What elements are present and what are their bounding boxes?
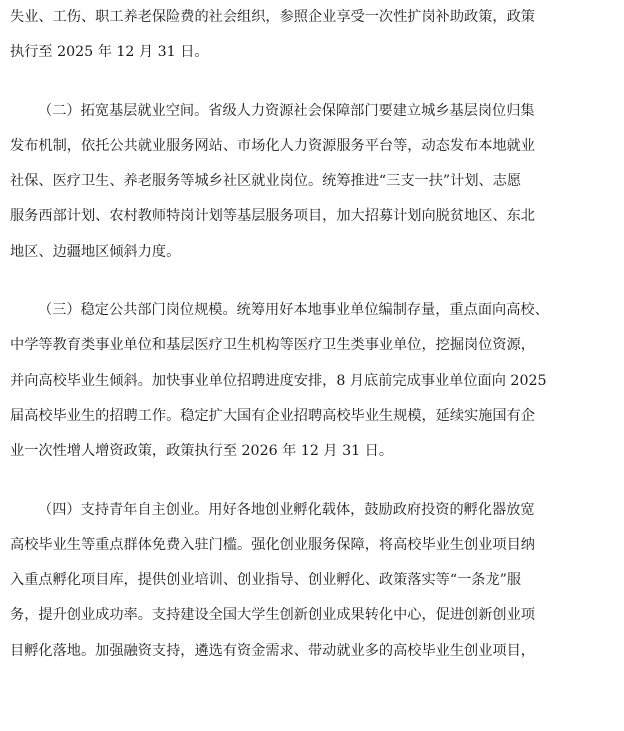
- text-line: 高校毕业生等重点群体免费入驻门槛。强化创业服务保障，将高校毕业生创业项目纳: [10, 536, 535, 553]
- text-line: 社保、医疗卫生、养老服务等城乡社区就业岗位。统筹推进“三支一扶”计划、志愿: [10, 173, 522, 190]
- text-line: 届高校毕业生的招聘工作。稳定扩大国有企业招聘高校毕业生规模，延续实施国有企: [10, 407, 535, 424]
- text-line: （二）拓宽基层就业空间。省级人力资源社会保障部门要建立城乡基层岗位归集: [38, 102, 535, 119]
- text-line: 服务西部计划、农村教师特岗计划等基层服务项目，加大招募计划向脱贫地区、东北: [10, 208, 535, 225]
- paragraph-1: [10, 0, 612, 71]
- text-line: 业一次性增人增资政策，政策执行至 2026 年 12 月 31 日。: [10, 443, 394, 460]
- text-line: （三）稳定公共部门岗位规模。统筹用好本地事业单位编制存量，重点面向高校、: [38, 302, 549, 319]
- text-line: 失业、工伤、职工养老保险费的社会组织，参照企业享受一次性扩岗补助政策，政策: [10, 9, 535, 25]
- text-line: 入重点孵化项目库，提供创业培训、创业指导、创业孵化、政策落实等“一条龙”服: [10, 572, 522, 589]
- text-line: 并向高校毕业生倾斜。加快事业单位招聘进度安排，8 月底前完成事业单位面向 2025: [10, 372, 547, 389]
- paragraph-3: [10, 293, 612, 469]
- text-line: 务，提升创业成功率。支持建设全国大学生创新创业成果转化中心，促进创新创业项: [10, 607, 535, 624]
- paragraph-4: [10, 493, 612, 669]
- text-line: 地区、边疆地区倾斜力度。: [10, 243, 181, 260]
- text-line: 执行至 2025 年 12 月 31 日。: [10, 44, 209, 61]
- text-line: 发布机制，依托公共就业服务网站、市场化人力资源服务平台等，动态发布本地就业: [10, 137, 535, 154]
- text-line: 中学等教育类事业单位和基层医疗卫生机构等医疗卫生类事业单位，挖掘岗位资源，: [10, 337, 535, 354]
- text-line: 目孵化落地。加强融资支持，遴选有资金需求、带动就业多的高校毕业生创业项目，: [10, 642, 535, 659]
- text-line: （四）支持青年自主创业。用好各地创业孵化载体，鼓励政府投资的孵化器放宽: [38, 501, 535, 518]
- paragraph-2: [10, 94, 612, 270]
